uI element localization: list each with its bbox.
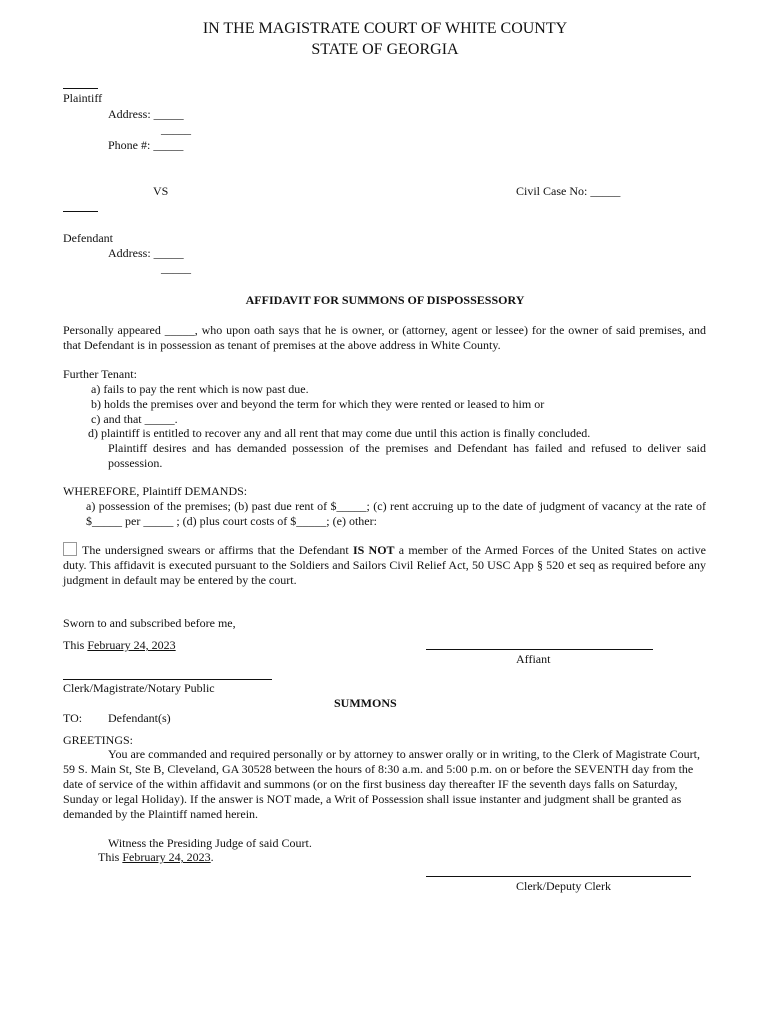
wherefore-item-a: a) possession of the premises; (b) past due rent of $_____; (c) rent accruing up to the date of judgment of vacancy at the rate of $_____ per _____ ; (d) plus court costs of $_____; (e) other:	[86, 499, 706, 528]
to-value: Defendant(s)	[108, 711, 171, 725]
summons-date: February 24, 2023	[122, 850, 211, 864]
tenant-item-c: c) and that _____.	[91, 412, 178, 426]
military-checkbox[interactable]	[63, 542, 77, 556]
court-title: IN THE MAGISTRATE COURT OF WHITE COUNTY	[202, 20, 568, 37]
military-text-bold: IS NOT	[352, 543, 395, 557]
defendant-name-blank[interactable]	[63, 211, 98, 212]
demand-text: Plaintiff desires and has demanded possession of the premises and Defendant has failed and refused to deliver said possession.	[108, 441, 706, 470]
clerk-deputy-label: Clerk/Deputy Clerk	[516, 879, 611, 893]
plaintiff-address: Address: _____	[108, 107, 184, 121]
to-label: TO:	[63, 711, 83, 725]
clerk-signature-line[interactable]	[426, 876, 691, 877]
summons-date-suffix: .	[210, 850, 214, 864]
affiant-signature-line[interactable]	[426, 649, 653, 650]
tenant-item-a: a) fails to pay the rent which is now past due.	[91, 382, 309, 396]
affidavit-intro: Personally appeared _____, who upon oath says that he is owner, or (attorney, agent or lessee) for the owner of said premises, and that Defendant is in possession as tenant of premises at the above address in White County.	[63, 323, 706, 352]
summons-title: SUMMONS	[334, 696, 397, 710]
vs-label: VS	[153, 184, 169, 198]
defendant-address: Address: _____	[108, 246, 184, 260]
sworn-text: Sworn to and subscribed before me,	[63, 616, 236, 630]
plaintiff-label: Plaintiff	[63, 91, 103, 105]
military-affirmation	[63, 542, 706, 588]
notary-signature-line[interactable]	[63, 679, 272, 680]
affidavit-date-line	[63, 638, 176, 653]
affiant-label: Affiant	[516, 652, 551, 666]
civil-case-number: Civil Case No: _____	[516, 184, 621, 198]
plaintiff-name-blank[interactable]	[63, 88, 98, 89]
clerk-notary-label: Clerk/Magistrate/Notary Public	[63, 681, 215, 695]
military-text-pre: The undersigned swears or affirms that the Defendant	[82, 543, 353, 557]
military-text-post: a member of the Armed Forces of the United States on active duty. This affidavit is executed pursuant to the Soldiers and Sailors Civil Relief Act, 50 USC App § 520 et seq as required before any judgment in default may be entered by the court.	[63, 543, 707, 587]
summons-date-line	[98, 850, 214, 865]
affidavit-this-prefix: This	[63, 638, 88, 652]
defendant-label: Defendant	[63, 231, 113, 245]
witness-text: Witness the Presiding Judge of said Court.	[108, 836, 312, 850]
state-title: STATE OF GEORGIA	[311, 41, 459, 58]
further-tenant-label: Further Tenant:	[63, 367, 137, 381]
summons-this-prefix: This	[98, 850, 123, 864]
affidavit-title: AFFIDAVIT FOR SUMMONS OF DISPOSSESSORY	[245, 293, 525, 307]
summons-body: You are commanded and required personally or by attorney to answer orally or in writing, to the Clerk of Magistrate Court, 59 S. Main St, Ste B, Cleveland, GA 30528 between the hours of 8:30 a.m. and 5:00 p.m. on or before the SEVENTH day from the date of service of the within affidavit and summons (or on the first business day thereafter IF the seventh days falls on Saturday, Sunday or legal Holiday). If the answer is NOT made, a Writ of Possession shall issue instanter and judgment shall be granted as demanded by the Plaintiff named herein.	[63, 747, 700, 821]
greetings-label: GREETINGS:	[63, 733, 133, 747]
plaintiff-phone: Phone #: _____	[108, 138, 184, 152]
affidavit-date: February 24, 2023	[87, 638, 176, 652]
tenant-item-b: b) holds the premises over and beyond the term for which they were rented or leased to him or	[91, 397, 545, 411]
defendant-address-line2: _____	[161, 261, 191, 275]
plaintiff-address-line2: _____	[161, 122, 191, 136]
tenant-item-d: d) plaintiff is entitled to recover any and all rent that may come due until this action is finally concluded.	[88, 426, 591, 440]
wherefore-label: WHEREFORE, Plaintiff DEMANDS:	[63, 484, 248, 498]
